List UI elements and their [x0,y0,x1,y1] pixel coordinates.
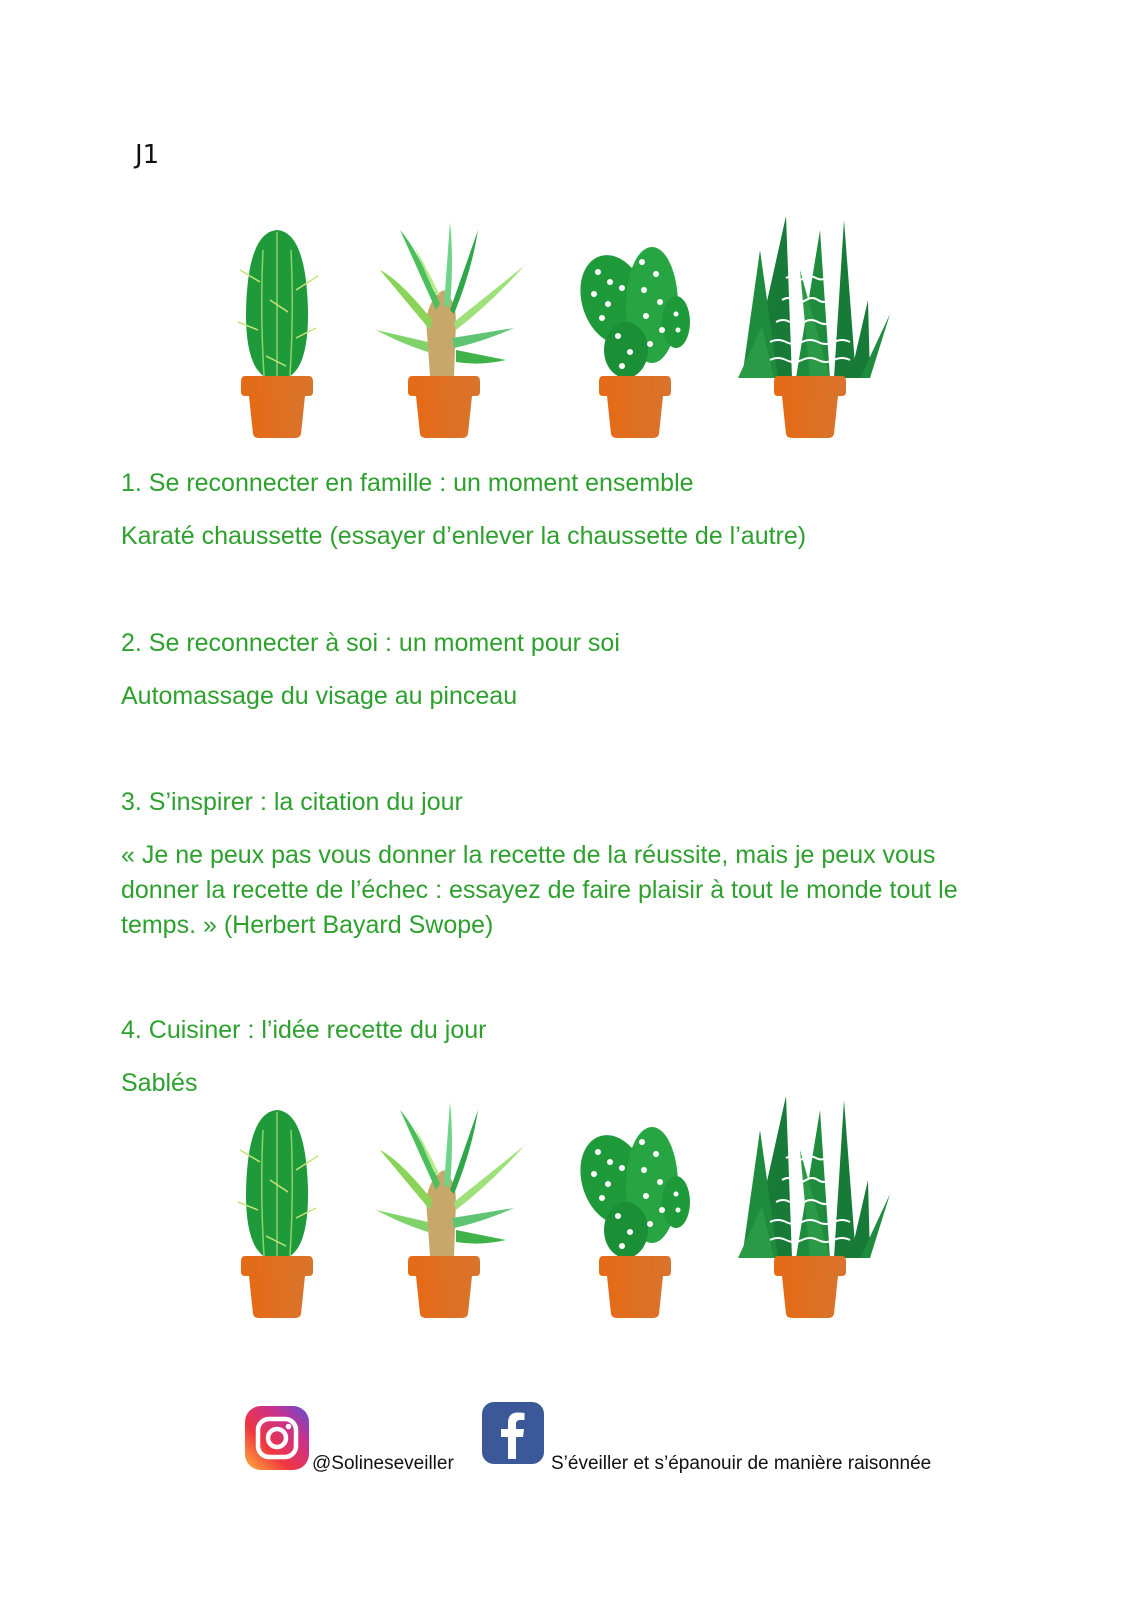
aloe-icon [738,1096,890,1318]
aloe-icon [738,216,890,438]
plant-illustrations-top [230,210,910,450]
plants-svg-bottom [230,1090,910,1330]
yucca-icon [376,222,524,438]
footer [244,1405,1004,1475]
cactus-icon [238,230,318,438]
facebook-icon[interactable] [481,1401,545,1465]
section-2-heading: 2. Se reconnecter à soi : un moment pour soi [121,629,620,657]
section-2-body: Automassage du visage au pinceau [121,682,518,710]
bunny-ear-cactus-icon [569,246,690,438]
section-1-body: Karaté chaussette (essayer d’enlever la chaussette de l’autre) [121,522,807,550]
section-4-heading: 4. Cuisiner : l’idée recette du jour [121,1016,487,1044]
plants-svg [230,210,910,450]
day-label: J1 [135,140,160,170]
section-3-body: « Je ne peux pas vous donner la recette de la réussite, mais je peux vous donner la recette de l’échec : essayez de faire plaisir à tout le monde tout le temps. » (Herbert Bayard Swope) [121,841,958,939]
bunny-ear-cactus-icon [569,1126,690,1318]
cactus-icon [238,1110,318,1318]
instagram-handle[interactable]: @Solineseveiller [312,1453,454,1474]
section-1-heading: 1. Se reconnecter en famille : un moment ensemble [121,469,694,497]
yucca-icon [376,1102,524,1318]
facebook-slogan[interactable]: S’éveiller et s’épanouir de manière raisonnée [551,1453,932,1474]
section-4-body: Sablés [121,1069,198,1097]
instagram-icon[interactable] [244,1405,310,1471]
section-3-heading: 3. S’inspirer : la citation du jour [121,788,463,816]
plant-illustrations-bottom [230,1090,910,1330]
